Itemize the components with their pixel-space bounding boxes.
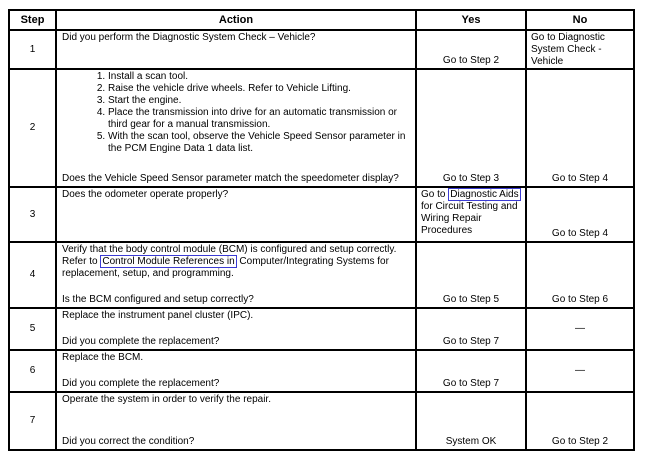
text-segment: Replace the instrument panel cluster (IPC). [62, 310, 254, 321]
no-cell [527, 70, 633, 188]
text-segment: Go to Step 2 [442, 55, 500, 66]
action-cell [57, 70, 417, 188]
yes-cell-text [421, 189, 521, 237]
action-step-item: 1. Install a scan tool. [108, 71, 410, 83]
text-segment: Go to Step 2 [551, 436, 609, 447]
action-text [62, 352, 410, 364]
no-cell [527, 393, 633, 449]
yes-cell [417, 70, 527, 188]
action-question: Is the BCM configured and setup correctly? [62, 294, 254, 305]
no-cell [527, 31, 633, 70]
column-header-yes: Yes [417, 11, 527, 31]
yes-cell-text [421, 436, 521, 448]
action-steps-list [62, 71, 410, 155]
step-number-cell: 3 [10, 188, 57, 243]
text-segment: System OK [445, 436, 497, 447]
no-cell [527, 243, 633, 309]
text-segment: — [575, 323, 585, 334]
text-segment: Go to Step 6 [551, 294, 609, 305]
yes-cell-text [421, 378, 521, 390]
yes-cell [417, 393, 527, 449]
text-segment: Computer/Integrating Systems for replacement, setup, and programming. [62, 256, 389, 279]
action-text [62, 244, 410, 280]
step-number-cell: 1 [10, 31, 57, 70]
yes-cell-text [421, 336, 521, 348]
no-cell-text [531, 323, 629, 335]
action-cell [57, 31, 417, 70]
action-step-item: 4. Place the transmission into drive for an automatic transmission or third gear for a manual transmission. [108, 107, 410, 131]
column-header-no: No [527, 11, 633, 31]
text-segment: Go to Step 3 [442, 173, 500, 184]
no-cell-text [531, 228, 629, 240]
no-cell [527, 309, 633, 351]
text-segment: Did you perform the Diagnostic System Check – Vehicle? [62, 32, 316, 43]
yes-cell [417, 188, 527, 243]
control-module-references-link[interactable]: Control Module References in [102, 256, 235, 267]
action-step-item: 2. Raise the vehicle drive wheels. Refer to Vehicle Lifting. [108, 83, 410, 95]
yes-cell-text [421, 294, 521, 306]
no-cell-text [531, 173, 629, 185]
action-step-item: 3. Start the engine. [108, 95, 410, 107]
no-cell [527, 188, 633, 243]
action-cell [57, 393, 417, 449]
step-number-cell: 5 [10, 309, 57, 351]
no-cell-text [531, 294, 629, 306]
step-number-cell: 6 [10, 351, 57, 393]
diagnostic-step-table [8, 9, 635, 451]
action-text [62, 310, 410, 322]
text-segment: Go to [421, 189, 449, 200]
column-header-action: Action [57, 11, 417, 31]
action-text [62, 394, 410, 406]
action-question: Did you complete the replacement? [62, 378, 220, 389]
action-text [62, 189, 410, 201]
text-segment: for Circuit Testing and Wiring Repair Procedures [421, 201, 518, 236]
action-text [62, 32, 410, 44]
text-segment: Does the odometer operate properly? [62, 189, 229, 200]
step-number-cell: 2 [10, 70, 57, 188]
yes-cell-text [421, 173, 521, 185]
yes-cell [417, 309, 527, 351]
yes-cell [417, 351, 527, 393]
yes-cell-text [421, 55, 521, 67]
text-segment: Verify that the body control module (BCM) is configured and setup correctly. Refer to [62, 244, 397, 267]
no-cell [527, 351, 633, 393]
text-segment: — [575, 365, 585, 376]
no-cell-text [531, 32, 629, 68]
action-cell [57, 188, 417, 243]
no-cell-text [531, 436, 629, 448]
text-segment: Go to Step 4 [551, 173, 609, 184]
action-question: Did you correct the condition? [62, 436, 195, 447]
step-number-cell: 7 [10, 393, 57, 449]
action-question: Did you complete the replacement? [62, 336, 220, 347]
action-cell [57, 243, 417, 309]
diagnostic-aids-link[interactable]: Diagnostic Aids [450, 189, 519, 200]
column-header-step: Step [10, 11, 57, 31]
text-segment: Operate the system in order to verify the repair. [62, 394, 271, 405]
yes-cell [417, 31, 527, 70]
text-segment: Replace the BCM. [62, 352, 144, 363]
action-step-item: 5. With the scan tool, observe the Vehicle Speed Sensor parameter in the PCM Engine Data 1 data list. [108, 131, 410, 155]
action-cell [57, 309, 417, 351]
text-segment: Go to Step 5 [442, 294, 500, 305]
yes-cell [417, 243, 527, 309]
text-segment: Go to Diagnostic System Check - Vehicle [531, 32, 605, 67]
text-segment: Go to Step 7 [442, 378, 500, 389]
action-question: Does the Vehicle Speed Sensor parameter match the speedometer display? [62, 173, 399, 184]
action-cell [57, 351, 417, 393]
no-cell-text [531, 365, 629, 377]
text-segment: Go to Step 7 [442, 336, 500, 347]
step-number-cell: 4 [10, 243, 57, 309]
text-segment: Go to Step 4 [551, 228, 609, 239]
